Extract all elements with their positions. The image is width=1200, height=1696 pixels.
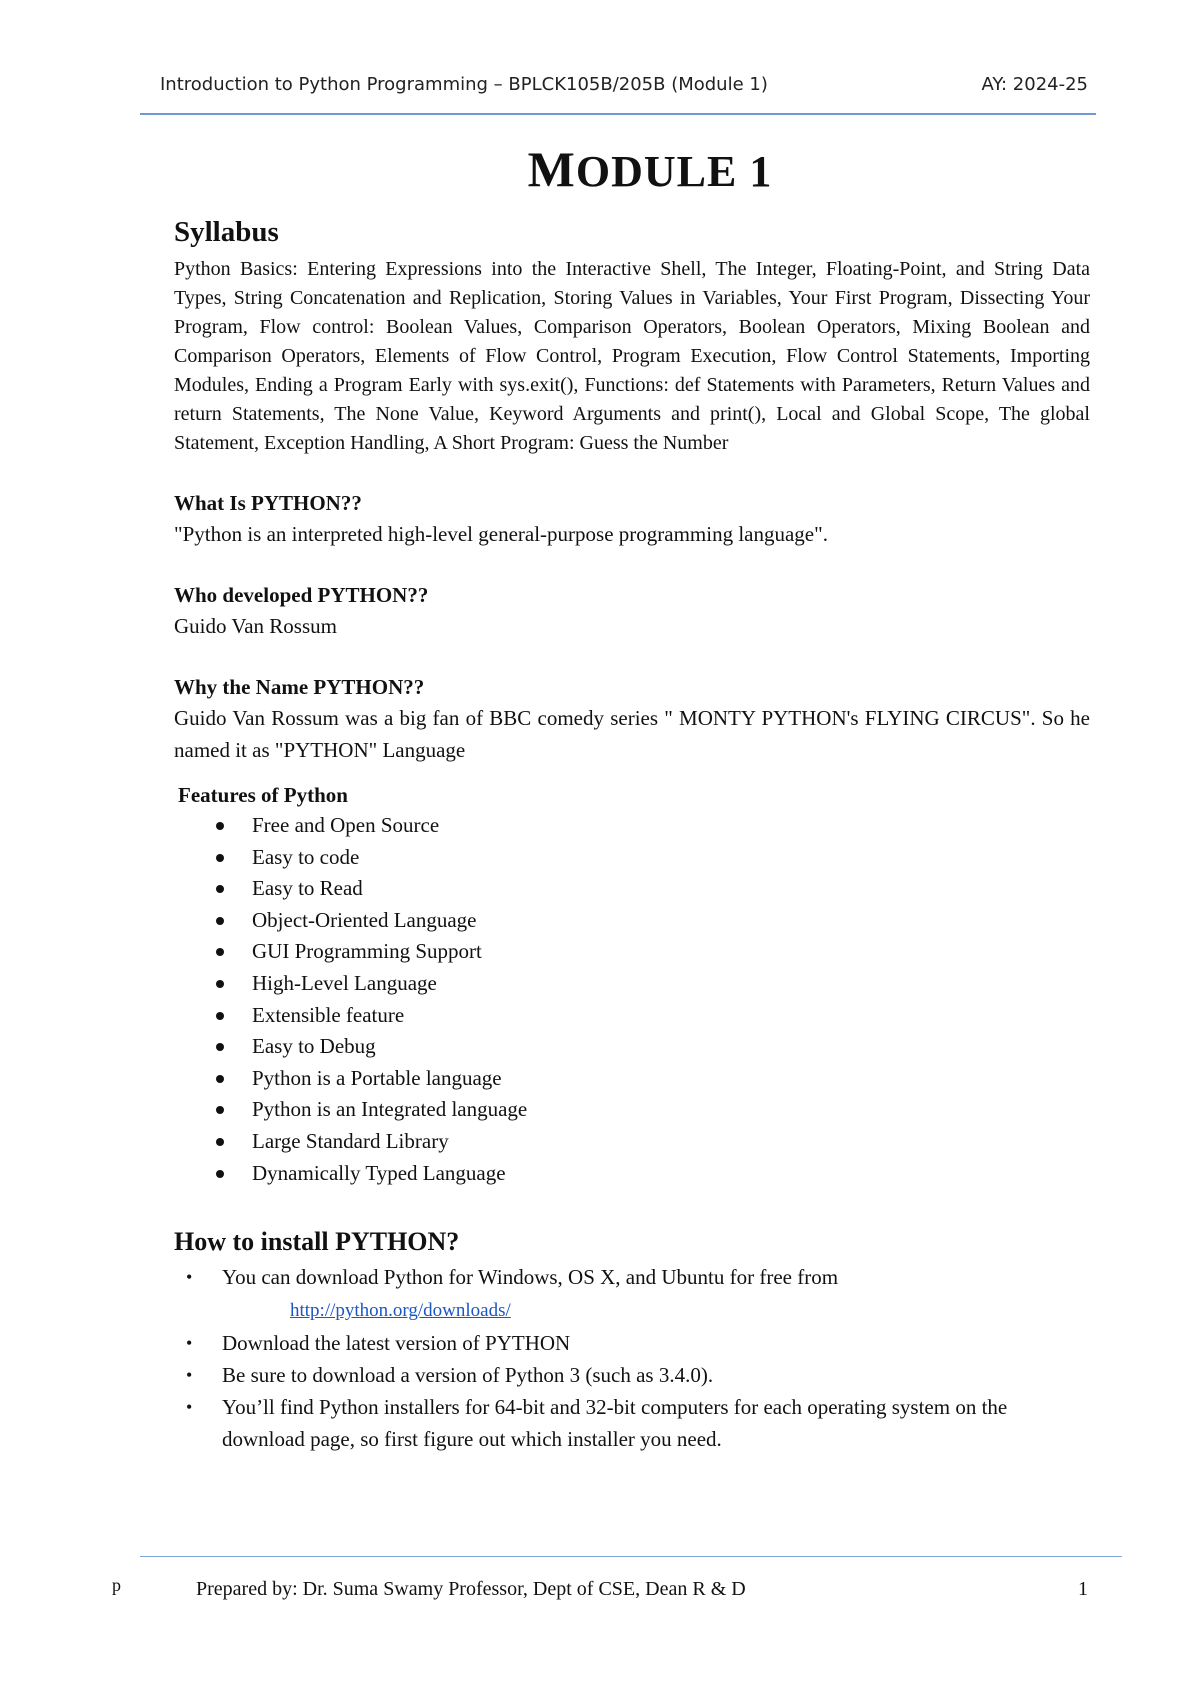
install-item-installers: You’ll find Python installers for 64-bit and 32-bit computers for each operating system on the download page, so first figure out which installer you need. [222, 1395, 1008, 1452]
bullet-icon [216, 822, 224, 830]
list-item [216, 1094, 1090, 1126]
features-list [174, 810, 1090, 1189]
qa-what-is-python [174, 488, 1090, 550]
bullet-icon: • [186, 1365, 193, 1386]
bullet-icon [216, 1170, 224, 1178]
bullet-icon [216, 1012, 224, 1020]
list-item [216, 873, 1090, 905]
list-item [216, 1126, 1090, 1158]
qa-heading: Why the Name PYTHON?? [174, 675, 425, 699]
list-item [216, 936, 1090, 968]
module-title-rest: ODULE 1 [575, 147, 773, 196]
bullet-icon [216, 1106, 224, 1114]
page-content [174, 216, 1090, 1455]
footer-mark: p [112, 1575, 121, 1595]
bullet-icon: • [186, 1333, 193, 1354]
install-item-download: You can download Python for Windows, OS X, and Ubuntu for free from [222, 1265, 839, 1290]
feature-label: Easy to Debug [252, 1034, 376, 1059]
install-heading: How to install PYTHON? [174, 1227, 460, 1257]
feature-label: Easy to Read [252, 876, 363, 901]
feature-label: Extensible feature [252, 1002, 405, 1027]
list-item [216, 1063, 1090, 1095]
list-item [182, 1359, 1090, 1391]
bullet-icon [216, 885, 224, 893]
list-item [216, 1031, 1090, 1063]
list-item [216, 1000, 1090, 1032]
feature-label: High-Level Language [252, 970, 437, 995]
bullet-icon [216, 1043, 224, 1051]
list-item [216, 810, 1090, 842]
install-list [174, 1261, 1090, 1455]
features-heading: Features of Python [178, 783, 348, 807]
link-line [222, 1293, 1090, 1327]
qa-heading: Who developed PYTHON?? [174, 583, 429, 607]
feature-label: Large Standard Library [252, 1128, 449, 1153]
list-item [216, 905, 1090, 937]
qa-heading: What Is PYTHON?? [174, 491, 362, 515]
install-item-version: Be sure to download a version of Python 3 (such as 3.4.0). [222, 1363, 714, 1388]
feature-label: Python is an Integrated language [252, 1097, 528, 1122]
bullet-icon [216, 1138, 224, 1146]
install-item-latest: Download the latest version of PYTHON [222, 1331, 571, 1356]
feature-label: GUI Programming Support [252, 939, 482, 964]
python-downloads-link[interactable]: http://python.org/downloads/ [290, 1300, 511, 1322]
bullet-icon: • [186, 1397, 193, 1418]
feature-label: Free and Open Source [252, 813, 440, 837]
footer-prepared-by: Prepared by: Dr. Suma Swamy Professor, Dept of CSE, Dean R & D [196, 1578, 746, 1600]
bullet-icon: • [186, 1267, 193, 1288]
feature-label: Python is a Portable language [252, 1065, 502, 1090]
bullet-icon [216, 1075, 224, 1083]
module-title-initial: M [527, 141, 576, 197]
bullet-icon [216, 980, 224, 988]
syllabus-heading: Syllabus [174, 216, 279, 248]
qa-answer: "Python is an interpreted high-level general-purpose programming language". [174, 522, 828, 546]
list-item [216, 968, 1090, 1000]
header-academic-year: AY: 2024-25 [981, 74, 1088, 95]
page-number: 1 [1078, 1578, 1088, 1600]
list-item [216, 1158, 1090, 1190]
feature-label: Object-Oriented Language [252, 907, 477, 932]
bullet-icon [216, 854, 224, 862]
qa-why-the-name [174, 672, 1090, 766]
list-item [216, 842, 1090, 874]
list-item [182, 1391, 1090, 1455]
qa-answer: Guido Van Rossum was a big fan of BBC comedy series " MONTY PYTHON's FLYING CIRCUS". So he named it as "PYTHON" Language [174, 706, 1090, 762]
syllabus-body: Python Basics: Entering Expressions into the Interactive Shell, The Integer, Floating-Point, and String Data Types, String Concatenation and Replication, Storing Values in Variables, Your First Program, Dissecting Your Program, Flow control: Boolean Values, Comparison Operators, Boolean Operators, Mixing Boolean and Comparison Operators, Elements of Flow Control, Program Execution, Flow Control Statements, Importing Modules, Ending a Program Early with sys.exit(), Functions: def Statements with Parameters, Return Values and return Statements, The None Value, Keyword Arguments and print(), Local and Global Scope, The global Statement, Exception Handling, A Short Program: Guess the Number [174, 258, 1090, 454]
header-rule [140, 113, 1096, 115]
header-course-title: Introduction to Python Programming – BPLCK105B/205B (Module 1) [160, 74, 768, 95]
bullet-icon [216, 948, 224, 956]
qa-answer: Guido Van Rossum [174, 614, 337, 638]
feature-label: Easy to code [252, 844, 360, 869]
list-item [182, 1261, 1090, 1327]
feature-label: Dynamically Typed Language [252, 1160, 506, 1185]
module-title [0, 140, 1200, 198]
list-item [182, 1327, 1090, 1359]
footer-rule [140, 1556, 1122, 1557]
bullet-icon [216, 917, 224, 925]
qa-who-developed [174, 580, 1090, 642]
page-header [140, 72, 1096, 112]
